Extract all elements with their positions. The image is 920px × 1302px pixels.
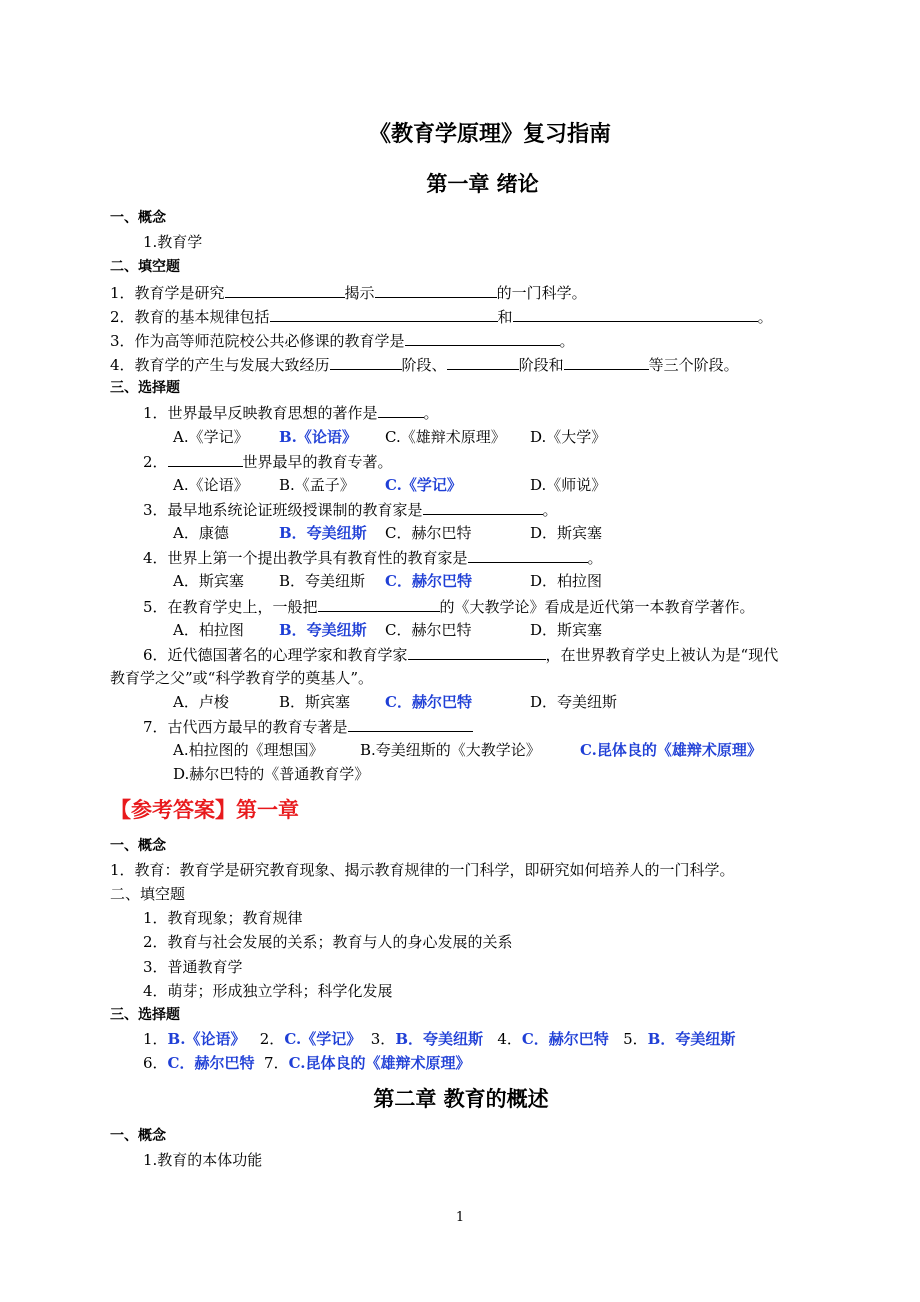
answers-fill-2: 2．教育与社会发展的关系；教育与人的身心发展的关系 — [143, 933, 513, 951]
choice-question-6-cont: 教育学之父”或“科学教育学的奠基人”。 — [110, 669, 374, 687]
choice-question-3: 3．最早地系统论证班级授课制的教育家是 。 — [143, 501, 558, 519]
answers-concept: 1．教育：教育学是研究教育现象、揭示教育规律的一门科学，即研究如何培养人的一门科学。 — [110, 861, 735, 879]
chapter-1-title: 第一章 绪论 — [426, 171, 539, 196]
chapter-2-section-concept: 一、概念 — [110, 1128, 166, 1144]
chapter-2-concept-item: 1.教育的本体功能 — [143, 1151, 263, 1169]
choice-options-7-cont: D.赫尔巴特的《普通教育学》 — [173, 765, 370, 783]
answers-choice-row-1: 1．B.《论语》 2．C.《学记》 3．B．夸美纽斯 4．C．赫尔巴特 5．B．夸美纽斯 — [143, 1030, 736, 1048]
choice-options-5: A．柏拉图 B．夸美纽斯 C．赫尔巴特 D．斯宾塞 — [173, 621, 603, 639]
answers-section-choice: 三、选择题 — [110, 1007, 180, 1023]
choice-question-1: 1．世界最早反映教育思想的著作是 。 — [143, 404, 439, 422]
answers-choice-row-2: 6．C．赫尔巴特 7．C.昆体良的《雄辩术原理》 — [143, 1054, 471, 1072]
concept-item: 1.教育学 — [143, 233, 203, 251]
section-concept: 一、概念 — [110, 210, 166, 226]
answers-fill-3: 3．普通教育学 — [143, 958, 243, 976]
answers-section-fill: 二、填空题 — [110, 885, 186, 903]
fill-question-2: 2．教育的基本规律包括 和 。 — [110, 308, 773, 326]
choice-question-4: 4．世界上第一个提出教学具有教育性的教育家是 。 — [143, 549, 603, 567]
section-choice: 三、选择题 — [110, 380, 180, 396]
choice-options-3: A．康德 B．夸美纽斯 C．赫尔巴特 D．斯宾塞 — [173, 524, 603, 542]
choice-question-7: 7．古代西方最早的教育专著是 — [143, 716, 473, 737]
fill-question-4: 4．教育学的产生与发展大致经历 阶段、 阶段和 等三个阶段。 — [110, 356, 739, 374]
chapter-2-title: 第二章 教育的概述 — [373, 1086, 549, 1111]
choice-options-6: A．卢梭 B．斯宾塞 C．赫尔巴特 D．夸美纽斯 — [173, 693, 618, 711]
answers-fill-4: 4．萌芽；形成独立学科；科学化发展 — [143, 982, 393, 1000]
choice-options-2: A.《论语》 B.《孟子》 C.《学记》 D.《师说》 — [173, 476, 607, 494]
answers-section-concept: 一、概念 — [110, 838, 166, 854]
choice-options-7: A.柏拉图的《理想国》 B.夸美纽斯的《大教学论》 C.昆体良的《雄辩术原理》 — [173, 741, 762, 759]
section-fill: 二、填空题 — [110, 259, 180, 275]
choice-question-6: 6．近代德国著名的心理学家和教育学家 ，在世界教育学史上被认为是“现代 — [143, 646, 779, 664]
choice-options-1: A.《学记》 B.《论语》 C.《雄辩术原理》 D.《大学》 — [173, 428, 607, 446]
choice-question-2: 2． 世界最早的教育专著。 — [143, 453, 393, 471]
choice-question-5: 5．在教育学史上，一般把 的《大教学论》看成是近代第一本教育学著作。 — [143, 598, 755, 616]
answers-heading: 【参考答案】第一章 — [110, 797, 299, 822]
page-number: 1 — [455, 1210, 465, 1225]
choice-options-4: A．斯宾塞 B．夸美纽斯 C．赫尔巴特 D．柏拉图 — [173, 572, 603, 590]
document-title: 《教育学原理》复习指南 — [368, 121, 611, 147]
answers-fill-1: 1．教育现象；教育规律 — [143, 909, 303, 927]
fill-question-1: 1．教育学是研究 揭示 的一门科学。 — [110, 284, 587, 302]
fill-question-3: 3．作为高等师范院校公共必修课的教育学是 。 — [110, 332, 575, 350]
